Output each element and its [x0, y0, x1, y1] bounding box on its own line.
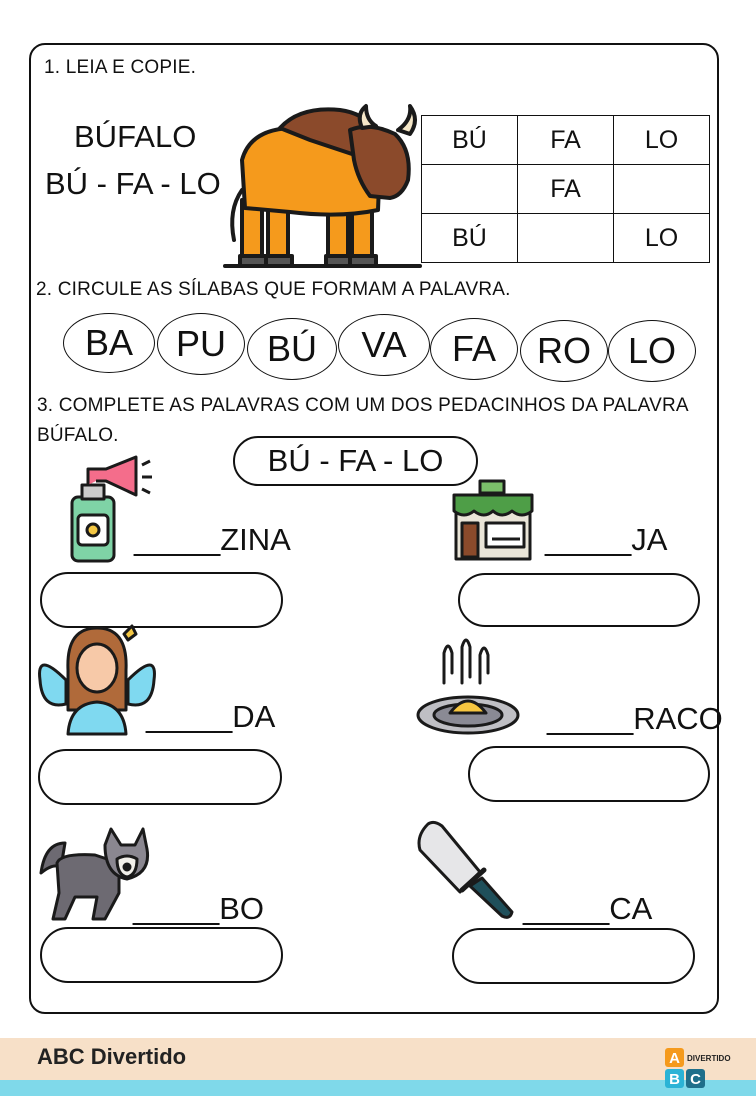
answer-box[interactable]	[458, 573, 700, 627]
word-blank: _____CA	[523, 891, 653, 926]
word-bufalo: BÚFALO	[74, 119, 197, 154]
syllable-oval[interactable]: LO	[608, 320, 696, 382]
word-blank: _____JA	[545, 522, 668, 557]
answer-box[interactable]	[40, 927, 283, 983]
section1-title: 1. LEIA E COPIE.	[44, 57, 197, 78]
table-cell: LO	[614, 116, 710, 165]
black-hole-icon	[414, 633, 522, 737]
logo-letter-a: A	[669, 1050, 680, 1067]
syllable-oval[interactable]: FA	[430, 318, 518, 380]
section3-title-line1: 3. COMPLETE AS PALAVRAS COM UM DOS PEDACINHOS DA PALAVRA	[37, 395, 689, 416]
table-cell: BÚ	[422, 116, 518, 165]
footer-band-cyan	[0, 1080, 756, 1096]
table-cell	[518, 214, 614, 263]
footer	[0, 1038, 756, 1096]
table-cell: LO	[614, 214, 710, 263]
word-blank: _____ZINA	[134, 522, 291, 557]
section3-title-line2: BÚFALO.	[37, 425, 119, 446]
table-cell: BÚ	[422, 214, 518, 263]
word-blank: _____DA	[146, 699, 276, 734]
table-cell: FA	[518, 116, 614, 165]
syllable-table	[421, 115, 710, 263]
table-cell	[614, 165, 710, 214]
syllable-oval[interactable]: VA	[338, 314, 430, 376]
word-blank: _____BO	[133, 891, 264, 926]
bison-icon	[220, 100, 425, 272]
syllable-oval[interactable]: RO	[520, 320, 608, 382]
answer-box[interactable]	[38, 749, 282, 805]
answer-box[interactable]	[468, 746, 710, 802]
table-cell: FA	[518, 165, 614, 214]
table-cell	[422, 165, 518, 214]
fairy-icon	[36, 620, 158, 738]
syllable-oval[interactable]: BA	[63, 313, 155, 373]
shop-icon	[450, 479, 536, 563]
footer-brand: ABC Divertido	[37, 1044, 187, 1069]
answer-box[interactable]	[452, 928, 695, 984]
syllable-oval[interactable]: PU	[157, 313, 245, 375]
section2-title: 2. CIRCULE AS SÍLABAS QUE FORMAM A PALAVRA.	[36, 279, 511, 300]
word-blank: _____RACO	[547, 701, 723, 736]
logo-letter-b: B	[669, 1071, 680, 1088]
syllable-oval[interactable]: BÚ	[247, 318, 337, 380]
knife-icon	[414, 820, 516, 924]
word-syllabified: BÚ - FA - LO	[45, 166, 221, 201]
abc-logo	[664, 1046, 744, 1090]
syllable-box: BÚ - FA - LO	[233, 436, 478, 486]
logo-text: DIVERTIDO	[687, 1054, 731, 1063]
logo-letter-c: C	[690, 1071, 701, 1088]
